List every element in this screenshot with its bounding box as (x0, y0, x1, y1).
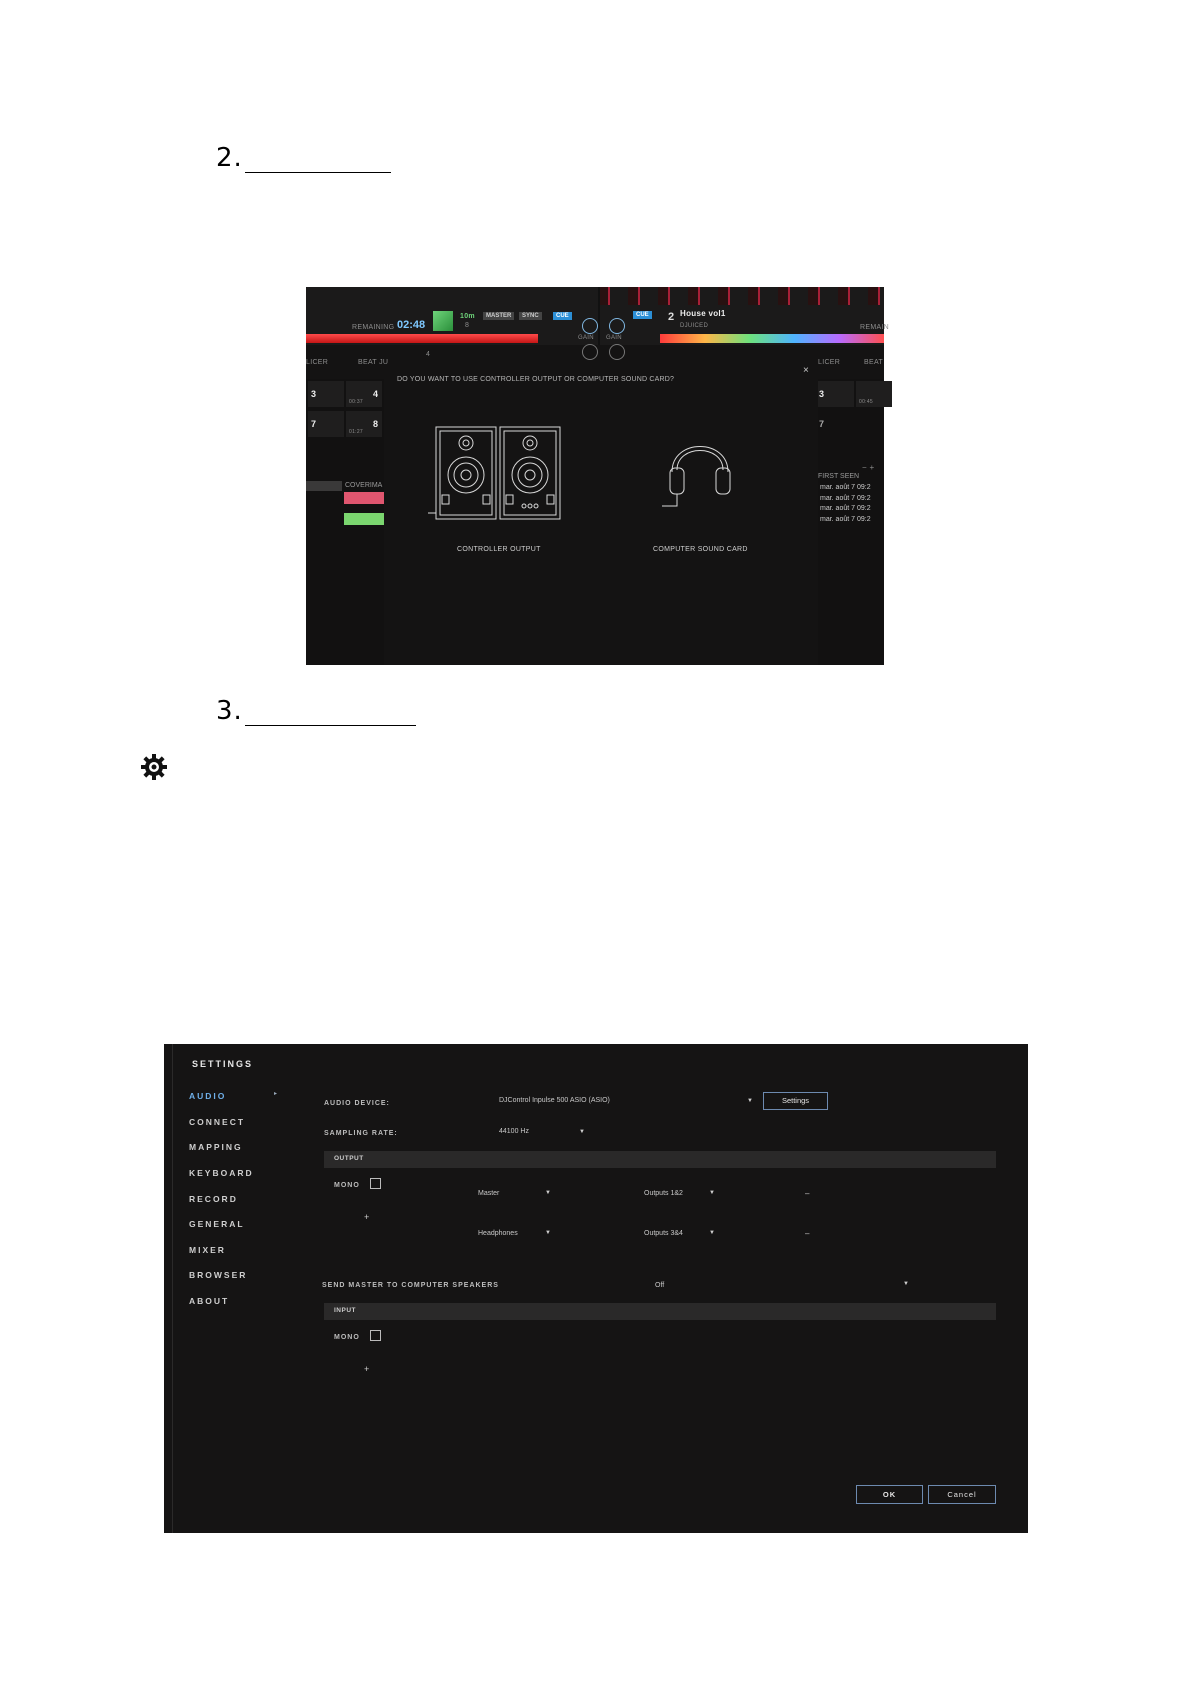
blank-line (245, 146, 391, 173)
remove-output-button[interactable]: – (805, 1229, 810, 1238)
column-header-bar (306, 481, 342, 491)
gain-knob-right[interactable] (609, 318, 625, 334)
add-output-button[interactable]: + (364, 1212, 370, 1222)
pad[interactable] (346, 411, 382, 437)
deck1-waveform (306, 334, 538, 343)
input-mono-label: MONO (334, 1334, 360, 1341)
pad-time: 00:37 (349, 399, 364, 405)
dialog-question: DO YOU WANT TO USE CONTROLLER OUTPUT OR COMPUTER SOUND CARD? (397, 376, 675, 383)
output-channel-select[interactable]: Master (478, 1190, 500, 1197)
first-seen-cell: mar. août 7 09:2 (820, 484, 871, 491)
input-mono-checkbox[interactable] (370, 1330, 381, 1341)
ok-button[interactable]: OK (856, 1485, 923, 1504)
nav-keyboard[interactable]: KEYBOARD (189, 1168, 254, 1178)
chevron-down-icon[interactable]: ▼ (545, 1230, 551, 1236)
remove-output-button[interactable]: – (805, 1189, 810, 1198)
first-seen-header: FIRST SEEN (818, 473, 860, 480)
track-color-green (344, 513, 384, 525)
track-artist: DJUICED (680, 323, 709, 329)
settings-window-screenshot (164, 1044, 1028, 1533)
step-2 (216, 143, 391, 173)
output-header-label: OUTPUT (334, 1155, 364, 1162)
send-master-label: SEND MASTER TO COMPUTER SPEAKERS (322, 1282, 499, 1289)
pad[interactable] (346, 381, 382, 407)
remaining-label: REMAINING (352, 324, 395, 331)
track-color-red (344, 492, 384, 504)
output-port-select[interactable]: Outputs 3&4 (644, 1230, 683, 1237)
fx-knob-right[interactable] (609, 344, 625, 360)
pad[interactable] (308, 381, 344, 407)
output-section-header (324, 1151, 996, 1168)
chevron-down-icon[interactable]: ▼ (903, 1281, 909, 1287)
audio-device-select[interactable]: DJControl Inpulse 500 ASIO (ASIO) (499, 1097, 610, 1104)
chevron-down-icon[interactable]: ▼ (747, 1098, 753, 1104)
pad[interactable] (308, 411, 344, 437)
gain-knob-left[interactable] (582, 318, 598, 334)
speakers-icon (428, 425, 566, 525)
gain-label-right: GAIN (606, 335, 622, 341)
audio-device-label: AUDIO DEVICE: (324, 1100, 390, 1107)
close-icon[interactable]: × (803, 365, 809, 376)
chevron-down-icon[interactable]: ▼ (709, 1190, 715, 1196)
nav-connect[interactable]: CONNECT (189, 1117, 246, 1127)
first-seen-cell: mar. août 7 09:2 (820, 505, 871, 512)
nav-mapping[interactable]: MAPPING (189, 1142, 243, 1152)
tab-beatjump-left[interactable]: BEAT JU (358, 359, 389, 366)
add-input-button[interactable]: + (364, 1364, 370, 1374)
mono-label: MONO (334, 1182, 360, 1189)
pad-number: 7 (819, 419, 825, 429)
tab-slicer-right[interactable]: LICER (818, 359, 841, 366)
gear-icon (141, 754, 167, 780)
pad-number: 7 (311, 419, 317, 429)
pad-time: 01:27 (349, 429, 364, 435)
pad-number: 8 (373, 419, 379, 429)
master-button[interactable]: MASTER (483, 312, 514, 320)
tab-slicer-left[interactable]: LICER (306, 359, 329, 366)
bpm-tag: 10m (460, 313, 475, 320)
controller-output-option[interactable] (428, 425, 566, 525)
step-number: 2. (216, 143, 243, 173)
key-text: 8 (465, 322, 470, 329)
nav-record[interactable]: RECORD (189, 1194, 238, 1204)
pad[interactable] (818, 381, 854, 407)
time-remaining: 02:48 (397, 319, 426, 331)
tab-beatjump-right[interactable]: BEAT (864, 359, 883, 366)
computer-sound-card-label[interactable]: COMPUTER SOUND CARD (653, 546, 748, 553)
nav-about[interactable]: ABOUT (189, 1296, 230, 1306)
pad-time: 00:45 (859, 399, 874, 405)
pad-number: 3 (819, 389, 825, 399)
mixer-divider (598, 287, 600, 345)
settings-button[interactable]: Settings (763, 1092, 828, 1110)
nav-audio[interactable]: AUDIO (189, 1091, 227, 1101)
output-port-select[interactable]: Outputs 1&2 (644, 1190, 683, 1197)
settings-title: SETTINGS (192, 1059, 254, 1069)
pad-number: 3 (311, 389, 317, 399)
deck2-waveform (660, 334, 884, 343)
right-deck-panel (818, 379, 884, 665)
step-number: 3. (216, 696, 243, 726)
chevron-down-icon[interactable]: ▼ (545, 1190, 551, 1196)
left-deck-panel (306, 379, 384, 665)
sampling-rate-label: SAMPLING RATE: (324, 1130, 398, 1137)
gain-label-left: GAIN (578, 335, 594, 341)
sync-button[interactable]: SYNC (519, 312, 542, 320)
pad[interactable] (856, 381, 892, 407)
chevron-right-icon: ▸ (274, 1091, 278, 1097)
track-title: House vol1 (680, 309, 726, 318)
deck-number: 2 (668, 311, 675, 323)
controller-output-label[interactable]: CONTROLLER OUTPUT (457, 546, 541, 553)
nav-mixer[interactable]: MIXER (189, 1245, 226, 1255)
minus-plus-controls[interactable]: − + (862, 463, 875, 472)
step-3 (216, 696, 416, 726)
headphones-icon (662, 430, 738, 512)
pad-number: 4 (373, 389, 379, 399)
mono-checkbox[interactable] (370, 1178, 381, 1189)
marker-number: 4 (426, 351, 431, 358)
settings-frame (172, 1044, 1028, 1533)
cover-art (433, 311, 453, 331)
dj-output-dialog-screenshot (306, 287, 890, 665)
cue-button-left[interactable]: CUE (553, 312, 572, 320)
first-seen-cell: mar. août 7 09:2 (820, 495, 871, 502)
cue-button-right[interactable]: CUE (633, 311, 652, 319)
input-header-label: INPUT (334, 1307, 356, 1314)
chevron-down-icon[interactable]: ▼ (579, 1129, 585, 1135)
waveform-peaks (598, 287, 884, 305)
input-section-header (324, 1303, 996, 1320)
nav-general[interactable]: GENERAL (189, 1219, 245, 1229)
blank-line (245, 699, 416, 726)
chevron-down-icon[interactable]: ▼ (709, 1230, 715, 1236)
output-channel-select[interactable]: Headphones (478, 1230, 518, 1237)
cover-image-header: COVERIMA (345, 482, 383, 489)
sampling-rate-select[interactable]: 44100 Hz (499, 1128, 529, 1135)
first-seen-cell: mar. août 7 09:2 (820, 516, 871, 523)
fx-knob-left[interactable] (582, 344, 598, 360)
remaining-label-right: REMAIN (860, 324, 890, 331)
send-master-select[interactable]: Off (655, 1282, 665, 1289)
nav-browser[interactable]: BROWSER (189, 1270, 248, 1280)
cancel-button[interactable]: Cancel (928, 1485, 996, 1504)
computer-sound-card-option[interactable] (662, 430, 738, 512)
